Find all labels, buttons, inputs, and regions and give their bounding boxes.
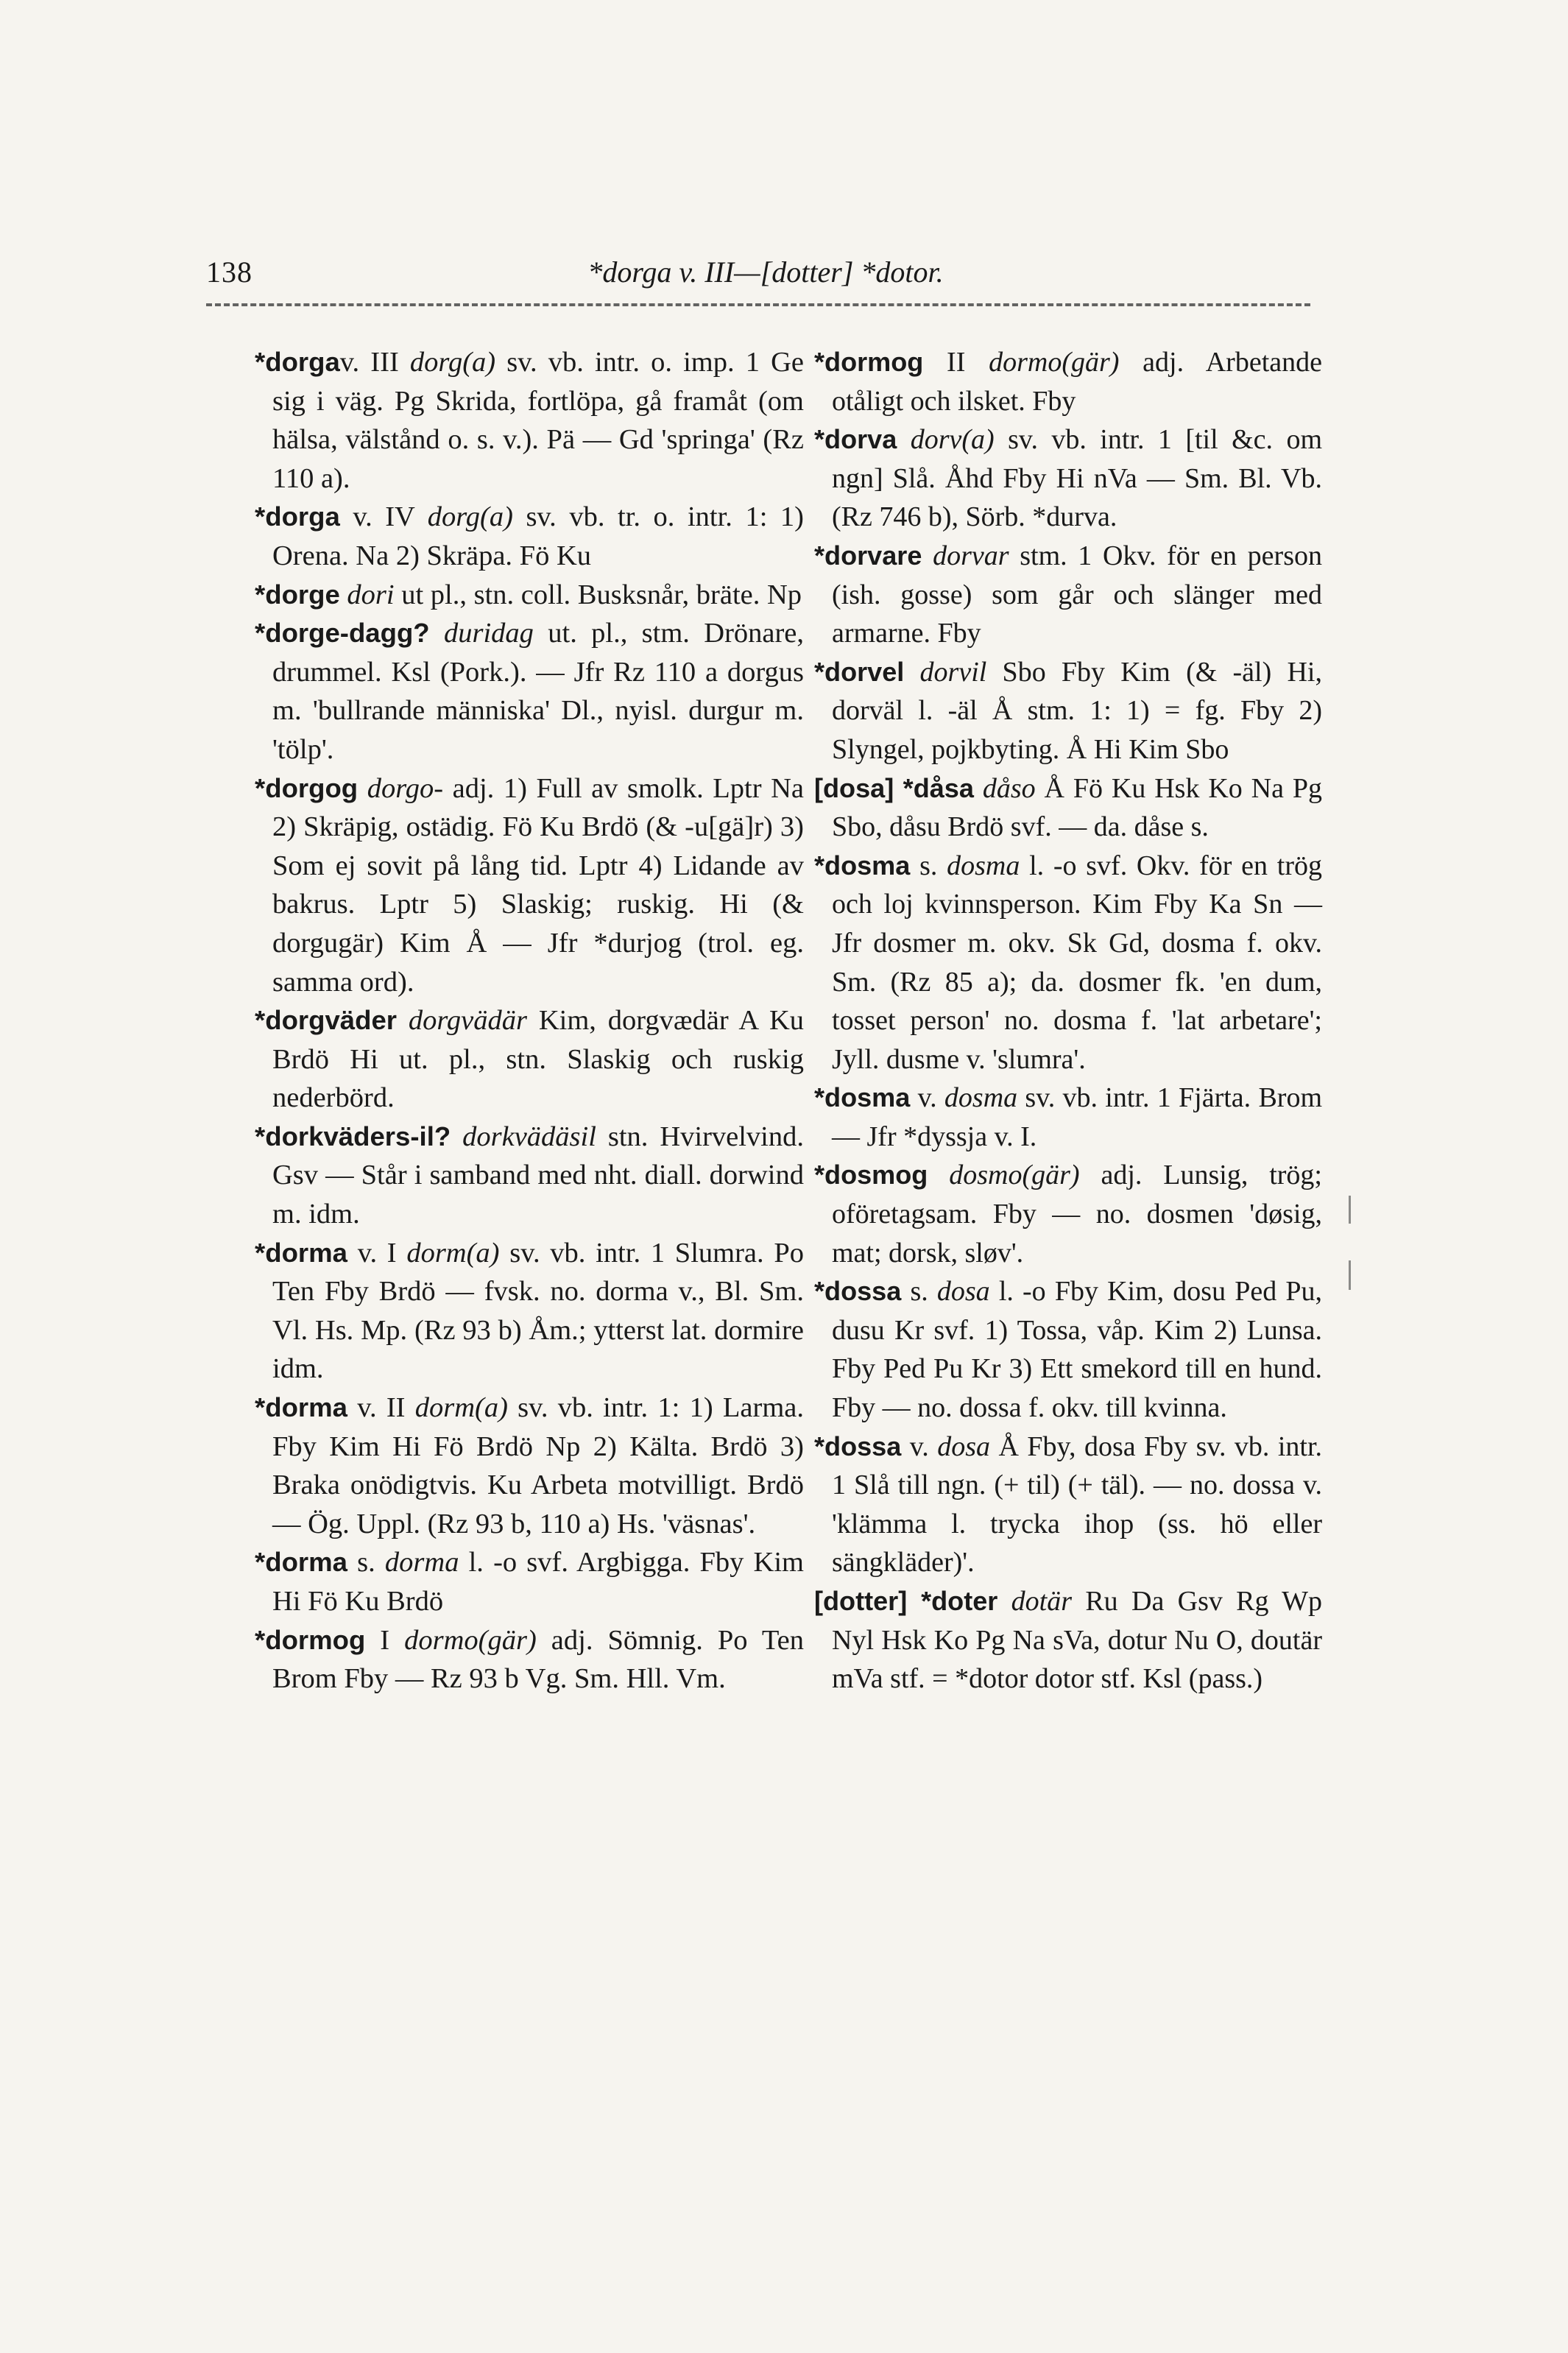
entry-headword: *dorga xyxy=(255,347,340,377)
entry-dialect-form: dorgo- xyxy=(367,772,444,804)
entry-definition: adj. Lunsig, trög; oföretagsam. Fby — no. dosmen 'døsig, mat; dorsk, sløv'. xyxy=(832,1160,1322,1269)
entry-grammar xyxy=(974,773,983,804)
dictionary-entry xyxy=(814,1079,1322,1156)
dictionary-entry xyxy=(814,847,1322,1079)
header-rule xyxy=(206,303,1310,306)
dictionary-entry xyxy=(255,614,804,769)
entry-dialect-form: dormo(gär) xyxy=(989,347,1120,378)
entry-definition: l. -o Fby Kim, dosu Ped Pu, dusu Kr svf. 1) Tossa, våp. Kim 2) Lunsa. Fby Ped Pu Kr 3) Ett smekord till en hund. Fby — no. dossa f. okv. till kvinna. xyxy=(832,1276,1322,1424)
entry-definition: Å Fö Ku Hsk Ko Na Pg Sbo, dåsu Brdö svf. — da. dåse s. xyxy=(832,772,1323,843)
dictionary-entry xyxy=(255,576,804,615)
dictionary-entry xyxy=(814,537,1322,653)
entry-grammar xyxy=(340,579,347,610)
entry-definition: ut pl., stn. coll. Busksnår, bräte. Np xyxy=(394,579,802,610)
entry-headword: [dosa] *dåsa xyxy=(814,772,974,803)
dictionary-entry xyxy=(814,653,1322,769)
entry-definition: Ru Da Gsv Rg Wp Nyl Hsk Ko Pg Na sVa, dotur Nu O, doutär mVa stf. = *dotor dotor stf. Ksl (pass.) xyxy=(832,1586,1323,1695)
entry-headword: *dosma xyxy=(814,850,911,881)
entry-dialect-form: dorvil xyxy=(919,656,987,688)
entry-definition: sv. vb. intr. 1 [til &c. om ngn] Slå. Åhd Fby Hi nVa — Sm. Bl. Vb. (Rz 746 b), Sörb. *durva. xyxy=(832,424,1322,533)
entry-definition: ut. pl., stm. Drönare, drummel. Ksl (Pork.). — Jfr Rz 110 a dorgus m. 'bullrande människa' Dl., nyisl. durgur m. 'tölp'. xyxy=(272,618,805,765)
entry-definition: stm. 1 Okv. för en person (ish. gosse) som går och slänger med armarne. Fby xyxy=(832,540,1322,649)
entry-dialect-form: dorma xyxy=(384,1547,459,1578)
dictionary-entry xyxy=(255,1234,804,1389)
entry-grammar xyxy=(397,1005,409,1036)
entry-dialect-form: dorv(a) xyxy=(910,424,995,456)
entry-dialect-form: dorg(a) xyxy=(409,347,496,378)
entry-grammar: v. xyxy=(910,1082,944,1114)
entry-dialect-form: dosmo(gär) xyxy=(949,1160,1080,1191)
entry-headword: *dorva xyxy=(814,424,897,455)
dictionary-entry xyxy=(255,769,804,1002)
entry-definition: sv. vb. intr. 1 Slumra. Po Ten Fby Brdö — fvsk. no. dorma v., Bl. Sm. Vl. Hs. Mp. (Rz 93 b) Åm.; ytterst lat. dormire idm. xyxy=(272,1237,804,1385)
entry-definition: sv. vb. intr. 1: 1) Larma. Fby Kim Hi Fö Brdö Np 2) Kälta. Brdö 3) Braka onödigtvis. Ku Arbeta motvilligt. Brdö — Ög. Uppl. (Rz 93 b, 110 a) Hs. 'väsnas'. xyxy=(272,1392,804,1539)
running-head: *dorga v. III—[dotter] *dotor. xyxy=(587,255,944,289)
entry-dialect-form: duridag xyxy=(443,618,534,649)
entry-grammar: s. xyxy=(910,850,947,881)
entry-dialect-form: dorgvädär xyxy=(408,1005,527,1037)
dictionary-entry xyxy=(255,1621,804,1698)
entry-grammar xyxy=(430,618,444,649)
dictionary-entry xyxy=(814,1272,1322,1427)
page-number: 138 xyxy=(206,255,252,289)
entry-headword: *dorma xyxy=(255,1237,347,1268)
left-column xyxy=(255,343,804,1698)
entry-dialect-form: dorm(a) xyxy=(406,1237,500,1269)
entry-grammar: v. xyxy=(901,1431,938,1462)
entry-definition: adj. Sömnig. Po Ten Brom Fby — Rz 93 b Vg. Sm. Hll. Vm. xyxy=(272,1624,804,1695)
right-column xyxy=(814,343,1322,1698)
dictionary-entry xyxy=(814,1428,1322,1582)
entry-definition: sv. vb. tr. o. intr. 1: 1) Orena. Na 2) Skräpa. Fö Ku xyxy=(272,501,804,571)
entry-grammar: v. IV xyxy=(339,501,428,533)
entry-headword: *dosmog xyxy=(814,1160,928,1190)
margin-mark xyxy=(1349,1196,1351,1224)
dictionary-entry xyxy=(814,343,1322,420)
dictionary-entry xyxy=(255,498,804,575)
entry-headword: *dorvare xyxy=(814,540,922,571)
entry-definition: sv. vb. intr. o. imp. 1 Ge sig i väg. Pg Skrida, fortlöpa, gå framåt (om hälsa, välstånd o. s. v.). Pä — Gd 'springa' (Rz 110 a). xyxy=(272,347,805,494)
entry-headword: *dormog xyxy=(255,1624,366,1655)
page-header xyxy=(206,255,1310,299)
entry-headword: *dorge-dagg? xyxy=(255,618,430,649)
dictionary-entry xyxy=(814,1156,1322,1272)
entry-definition: adj. 1) Full av smolk. Lptr Na 2) Skräpig, ostädig. Fö Ku Brdö (& -u[gä]r) 3) Som ej sovit på lång tid. Lptr 4) Lidande av bakrus. Lptr 5) Slaskig; ruskig. Hi (& dorgugär) Kim Å — Jfr *durjog (trol. eg. samma ord). xyxy=(272,772,804,998)
entry-headword: *dorgväder xyxy=(255,1005,398,1036)
entry-dialect-form: dosma xyxy=(944,1082,1018,1114)
entry-headword: *dosma xyxy=(814,1082,911,1113)
entry-dialect-form: dosa xyxy=(936,1276,990,1308)
entry-grammar: s. xyxy=(347,1547,385,1578)
entry-dialect-form: dåso xyxy=(982,772,1036,804)
entry-headword: *dorma xyxy=(255,1392,347,1423)
entry-definition: Sbo Fby Kim (& -äl) Hi, dorväl l. -äl Å stm. 1: 1) = fg. Fby 2) Slyngel, pojkbyting. Å Hi Kim Sbo xyxy=(832,656,1322,765)
entry-grammar xyxy=(897,424,910,455)
margin-mark xyxy=(1349,1260,1351,1290)
entry-headword: *dossa xyxy=(814,1276,902,1307)
entry-grammar xyxy=(997,1586,1011,1617)
entry-grammar xyxy=(358,773,367,804)
entry-grammar: I xyxy=(365,1624,405,1656)
entry-grammar: v. II xyxy=(347,1392,415,1424)
entry-definition: sv. vb. intr. 1 Fjärta. Brom — Jfr *dyssja v. I. xyxy=(832,1082,1322,1152)
entry-grammar xyxy=(922,540,933,571)
entry-definition: adj. Arbetande otåligt och ilsket. Fby xyxy=(832,347,1322,417)
entry-dialect-form: dorvar xyxy=(933,540,1009,571)
dictionary-entry xyxy=(255,343,804,498)
entry-dialect-form: dorkvädäsil xyxy=(462,1121,596,1152)
entry-dialect-form: dorg(a) xyxy=(427,501,513,533)
entry-dialect-form: dori xyxy=(347,579,395,610)
entry-dialect-form: dorm(a) xyxy=(414,1392,508,1424)
dictionary-entry xyxy=(814,1582,1322,1698)
entry-grammar: s. xyxy=(901,1276,937,1308)
entry-grammar: v. III xyxy=(339,347,410,378)
entry-headword: *dorvel xyxy=(814,656,905,687)
entry-headword: *dormog xyxy=(814,347,924,377)
dictionary-entry xyxy=(255,1543,804,1620)
dictionary-entry xyxy=(255,1389,804,1543)
entry-dialect-form: dormo(gär) xyxy=(404,1624,537,1656)
entry-grammar xyxy=(451,1121,462,1152)
dictionary-entry xyxy=(255,1001,804,1118)
dictionary-entry xyxy=(255,1118,804,1234)
entry-grammar: v. I xyxy=(347,1237,407,1269)
dictionary-entry xyxy=(814,420,1322,537)
entry-headword: *dorgog xyxy=(255,772,359,803)
entry-dialect-form: dosa xyxy=(937,1431,991,1462)
dictionary-entry xyxy=(814,769,1322,847)
entry-headword: *dorga xyxy=(255,501,340,532)
entry-definition: Å Fby, dosa Fby sv. vb. intr. 1 Slå till ngn. (+ til) (+ täl). — no. dossa v. 'klämma l. trycka ihop (ss. hö eller sängkläder)'. xyxy=(832,1431,1322,1578)
entry-dialect-form: dosma xyxy=(947,850,1020,881)
entry-definition: Kim, dorgvædär A Ku Brdö Hi ut. pl., stn. Slaskig och ruskig nederbörd. xyxy=(272,1005,804,1114)
entry-headword: [dotter] *doter xyxy=(814,1586,998,1616)
entry-headword: *dorkväders-il? xyxy=(255,1121,451,1151)
entry-grammar xyxy=(928,1160,949,1190)
entry-grammar: II xyxy=(923,347,989,378)
entry-grammar xyxy=(904,657,919,688)
entry-headword: *dossa xyxy=(814,1431,902,1461)
entry-definition: l. -o svf. Argbigga. Fby Kim Hi Fö Ku Brdö xyxy=(272,1547,804,1617)
entry-definition: stn. Hvirvelvind. Gsv — Står i samband med nht. diall. dorwind m. idm. xyxy=(272,1121,805,1230)
entry-headword: *dorma xyxy=(255,1547,347,1578)
entry-dialect-form: dotär xyxy=(1011,1586,1073,1617)
entry-definition: l. -o svf. Okv. för en trög och loj kvinnsperson. Kim Fby Ka Sn — Jfr dosmer m. okv. Sk Gd, dosma f. okv. Sm. (Rz 85 a); da. dosmer fk. 'en dum, tosset person' no. dosma f. 'lat arbetare'; Jyll. dusme v. 'slumra'. xyxy=(832,850,1322,1075)
entry-headword: *dorge xyxy=(255,579,340,610)
